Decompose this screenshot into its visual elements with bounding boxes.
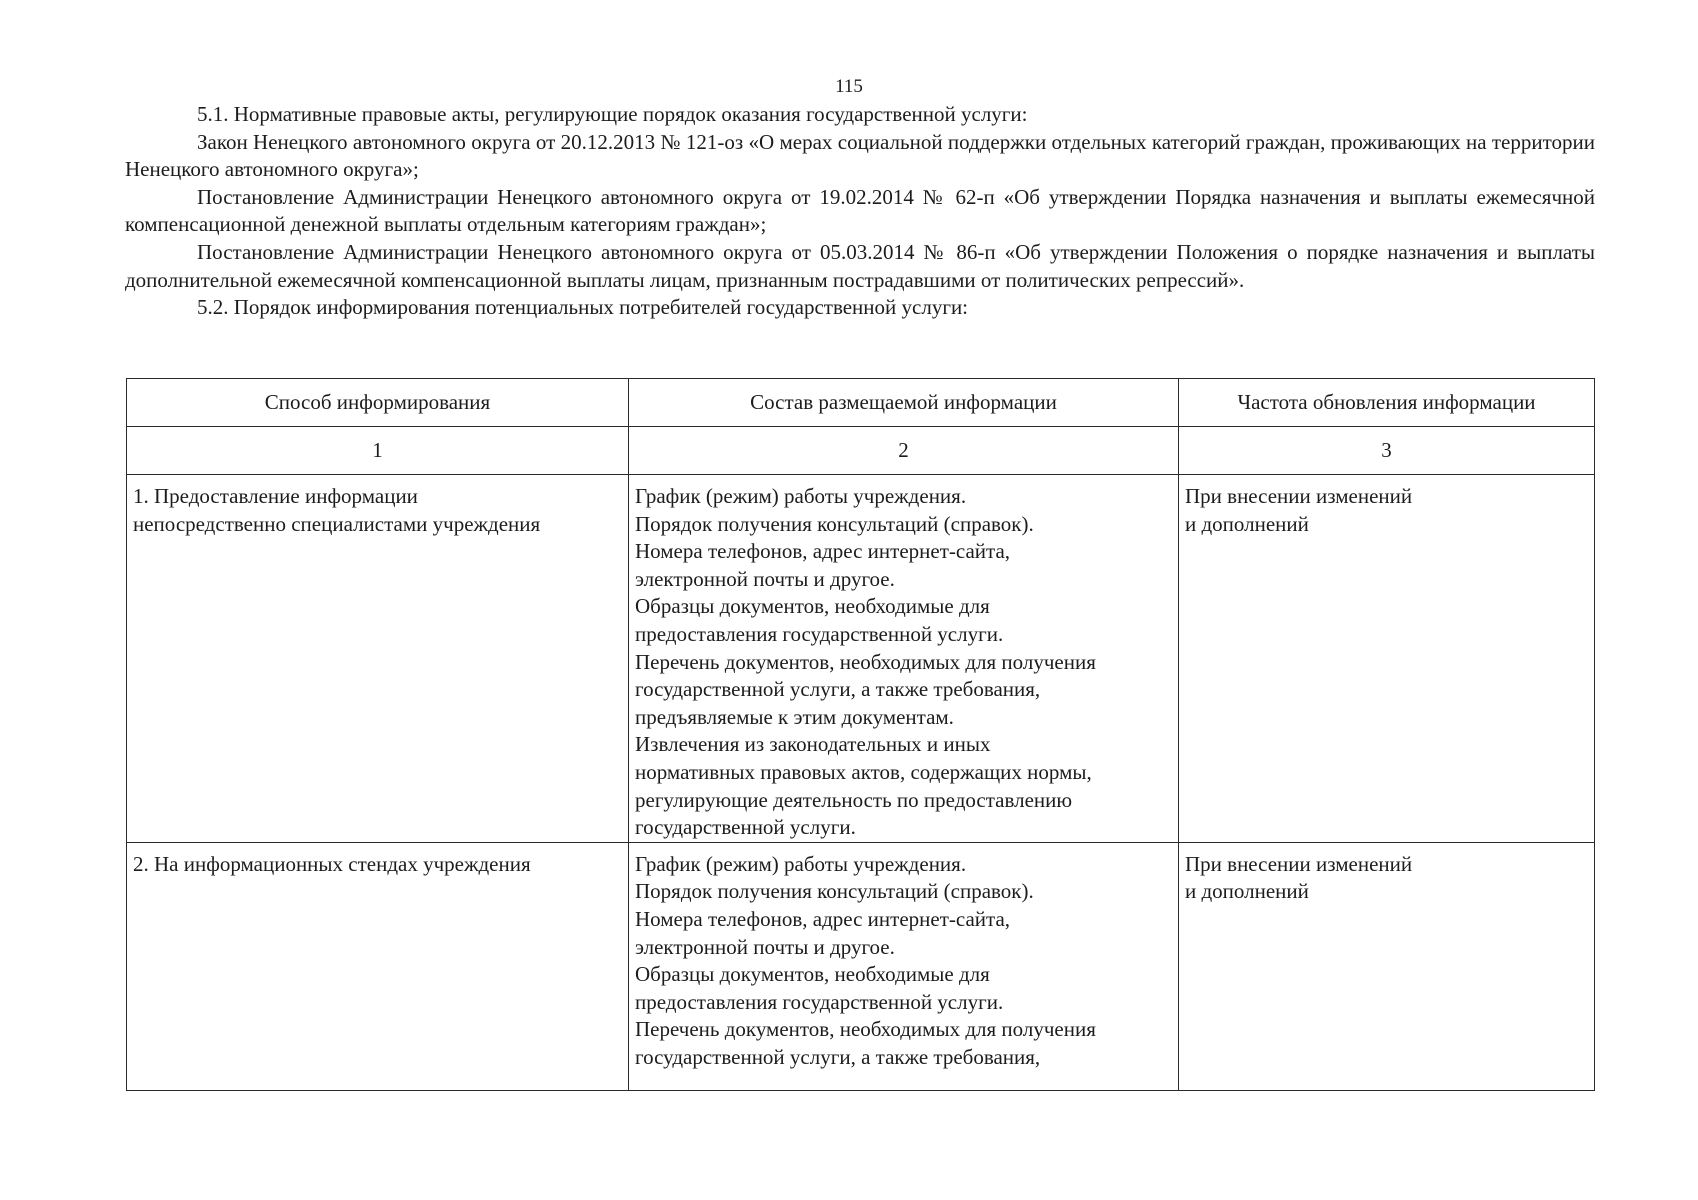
content-line: предоставления государственной услуги. (635, 989, 1004, 1014)
method-line: 2. На информационных стендах учреждения (133, 851, 531, 876)
table-row (127, 475, 1595, 843)
content-line: Порядок получения консультаций (справок). (635, 879, 1034, 904)
column-number-2: 2 (629, 427, 1179, 475)
frequency-line: При внесении изменений (1185, 851, 1413, 876)
table-header-row (127, 379, 1595, 427)
content-line: государственной услуги, а также требования, (635, 1044, 1041, 1069)
paragraph-law-121-oz: Закон Ненецкого автономного округа от 20.12.2013 № 121-оз «О мерах социальной поддержки отдельных категорий граждан, проживающих на территории Ненецкого автономного округа»; (125, 129, 1595, 182)
frequency-cell (1179, 475, 1595, 843)
frequency-line: и дополнений (1185, 879, 1309, 904)
header-frequency: Частота обновления информации (1179, 379, 1595, 427)
method-cell (127, 475, 629, 843)
document-body (125, 101, 1595, 322)
content-line: государственной услуги. (635, 815, 856, 840)
column-number-1: 1 (127, 427, 629, 475)
content-line: электронной почты и другое. (635, 566, 895, 591)
content-line: нормативных правовых актов, содержащих нормы, (635, 759, 1092, 784)
table-column-numbers-row (127, 427, 1595, 475)
content-line: Образцы документов, необходимые для (635, 962, 990, 987)
frequency-line: При внесении изменений (1185, 484, 1413, 508)
content-line: Номера телефонов, адрес интернет-сайта, (635, 906, 1011, 931)
content-line: График (режим) работы учреждения. (635, 484, 967, 508)
content-line: График (режим) работы учреждения. (635, 851, 967, 876)
header-method: Способ информирования (127, 379, 629, 427)
content-cell (629, 842, 1179, 1090)
method-line: 1. Предоставление информации (133, 484, 418, 508)
method-cell (127, 842, 629, 1090)
paragraph-resolution-86-p: Постановление Администрации Ненецкого автономного округа от 05.03.2014 № 86-п «Об утверждении Положения о порядке назначения и выплаты дополнительной ежемесячной компенсационной выплаты лицам, признанным пострадавшими от политических репрессий». (125, 239, 1595, 292)
content-line: предоставления государственной услуги. (635, 621, 1004, 646)
frequency-cell (1179, 842, 1595, 1090)
table-row (127, 842, 1595, 1090)
frequency-line: и дополнений (1185, 511, 1309, 536)
content-line: Перечень документов, необходимых для получения (635, 649, 1096, 674)
content-line: регулирующие деятельность по предоставлению (635, 787, 1073, 812)
content-line: электронной почты и другое. (635, 934, 895, 959)
content-line: Номера телефонов, адрес интернет-сайта, (635, 539, 1011, 564)
page-number: 115 (835, 76, 863, 97)
information-methods-table (126, 378, 1595, 1091)
content-cell (629, 475, 1179, 843)
paragraph-5-2-heading: 5.2. Порядок информирования потенциальных потребителей государственной услуги: (197, 295, 969, 320)
paragraph-5-1-heading: 5.1. Нормативные правовые акты, регулирующие порядок оказания государственной услуги: (197, 102, 1028, 126)
content-line: Извлечения из законодательных и иных (635, 732, 991, 757)
content-line: Перечень документов, необходимых для получения (635, 1017, 1096, 1042)
content-line: Порядок получения консультаций (справок). (635, 511, 1034, 536)
column-number-3: 3 (1179, 427, 1595, 475)
content-line: государственной услуги, а также требования, (635, 677, 1041, 702)
paragraph-resolution-62-p: Постановление Администрации Ненецкого автономного округа от 19.02.2014 № 62-п «Об утверждении Порядка назначения и выплаты ежемесячной компенсационной денежной выплаты отдельным категориям граждан»; (125, 184, 1595, 237)
content-line: Образцы документов, необходимые для (635, 594, 990, 619)
content-line: предъявляемые к этим документам. (635, 704, 954, 729)
header-content: Состав размещаемой информации (629, 379, 1179, 427)
method-line: непосредственно специалистами учреждения (133, 511, 541, 536)
